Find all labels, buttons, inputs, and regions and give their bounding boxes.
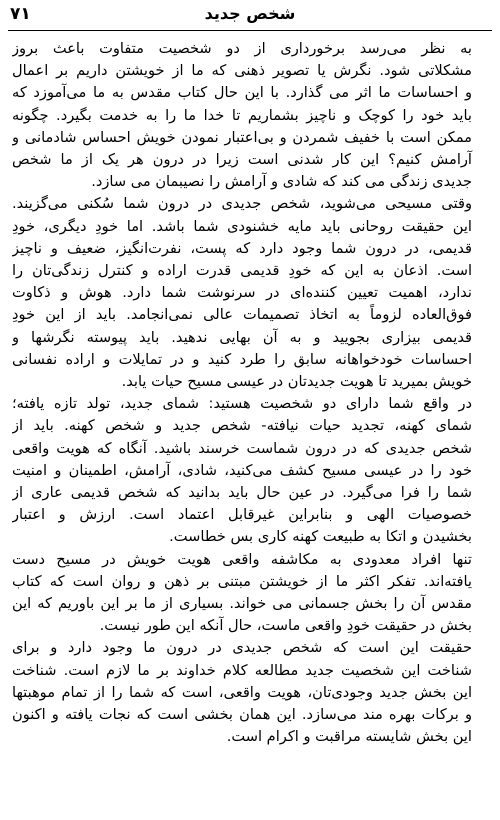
- paragraph: [12, 637, 488, 748]
- text-line: تنها افراد معدودی به مکاشفه واقعی هویت خویش در مسیح دست: [12, 550, 472, 568]
- text-line: حقیقت این است که شخص جدیدی در درون ما وجود دارد و برای: [12, 639, 472, 657]
- text-line: و برکات بهره مند می‌سازد. این همان بخشی است که نجات یافته و اکنون: [12, 706, 472, 724]
- header-divider: [8, 30, 492, 31]
- running-title: شخص جدید: [204, 4, 296, 23]
- page-header: [0, 4, 500, 32]
- text-line: بخش در حقیقت خودِ واقعی ماست، حال آنکه این طور نیست.: [99, 617, 472, 635]
- text-line: قدیمی، در درون شما وجود دارد که پست، نفرت‌انگیز، ضعیف و ناچیز: [12, 239, 472, 257]
- text-line: وقتی مسیحی می‌شوید، شخص جدیدی در درون شما سُکنی می‌گزیند.: [12, 195, 472, 213]
- text-line: بخشیدن و اتکا به طبیعت کهنه کاری بس خطاست.: [169, 528, 472, 546]
- text-line: است. اذعان به این که خودِ قدیمی قدرت اراده و کنترل زندگی‌تان را: [12, 262, 472, 280]
- paragraph: [12, 393, 488, 548]
- text-line: شمای کهنه، تجدید حیات نیافته- شخص جدید و شخص کهنه. باید از: [12, 417, 472, 435]
- text-line: شخص جدیدی که در درون شماست خرسند باشید. آنگاه که هویت واقعی: [12, 439, 472, 457]
- text-line: خویش بمیرید تا هویت جدیدتان در عیسی مسیح حیات یابد.: [121, 373, 472, 391]
- text-line: آرامش کنیم؟ این کار شدنی است زیرا در درون هر یک از ما شخص: [12, 151, 472, 169]
- body-text: [12, 38, 488, 749]
- text-line: در واقع شما دارای دو شخصیت هستید: شمای جدید، تولد تازه یافته؛: [12, 395, 472, 413]
- text-line: به نظر می‌رسد برخورداری از دو شخصیت متفاوت باعث بروز: [12, 40, 472, 57]
- text-line: این بخش شایسته مراقبت و اکرام است.: [226, 728, 472, 746]
- text-line: یافته‌اند. تفکر اکثر ما از خویشتن مبتنی بر ذهن و روان است که کتاب: [12, 572, 472, 590]
- page-number: ۷۱: [10, 4, 31, 24]
- text-line: مشکلاتی شود. نگرش یا تصویر ذهنی که ما از خویشتن داریم بر اعمال: [12, 62, 472, 80]
- text-line: و احساسات ما اثر می گذارد. با این حال کتاب مقدس به ما می‌آموزد که: [12, 84, 472, 102]
- paragraph: [12, 38, 488, 193]
- text-line: خود را در عیسی مسیح کشف می‌کنید، شادی، آرامش، اطمینان و امنیت: [12, 461, 472, 479]
- text-line: شناخت این شخصیت جدید مطالعه کلام خداوند بر ما لازم است. شناخت: [12, 661, 472, 679]
- text-line: ممکن است با خفیف شمردن و بی‌اعتبار نمودن خویش احساس شادمانی و: [12, 128, 472, 146]
- text-line: احساسات خودخواهانه سابق را طرد کنید و در تمایلات و اراده نفسانی: [12, 350, 472, 368]
- paragraph: [12, 193, 488, 393]
- text-line: باید خود را کوچک و ناچیز بشماریم تا خدا ما را به خدمت بگیرد. چگونه: [12, 106, 472, 124]
- text-line: شما را فرا می‌گیرد. در عین حال باید بدانید که شخص قدیمی عاری از: [12, 484, 472, 502]
- text-line: ندارد، اهمیت تعیین کننده‌ای در سرنوشت شما دارد. هوش و ذکاوت: [12, 284, 472, 302]
- text-line: خصوصیات الهی و بنابراین غیرقابل اعتماد است. ارزش و اعتبار: [12, 506, 472, 524]
- text-line: جدیدی زندگی می کند که شادی و آرامش را نصیبمان می سازد.: [91, 173, 472, 191]
- text-line: قدیمی بیزاری بجویید و به آن بهایی ندهید. باید پیوسته نگرشها و: [12, 328, 472, 346]
- text-line: فوق‌العاده لزوماً به اتخاذ تصمیمات عالی نمی‌انجامد. باید از این خودِ: [12, 306, 472, 324]
- paragraph: [12, 549, 488, 638]
- text-line: این حقیقت روحانی باید مایه خشنودی شما باشد. اما خودِ دیگری، خودِ: [12, 217, 472, 235]
- text-line: این بخش جدید وجودی‌تان، هویت واقعی، است که شما را از تمام موهبتها: [12, 683, 472, 701]
- text-line: مقدس آن را بخش جسمانی می خواند. بسیاری از ما بر این باوریم که این: [12, 595, 472, 613]
